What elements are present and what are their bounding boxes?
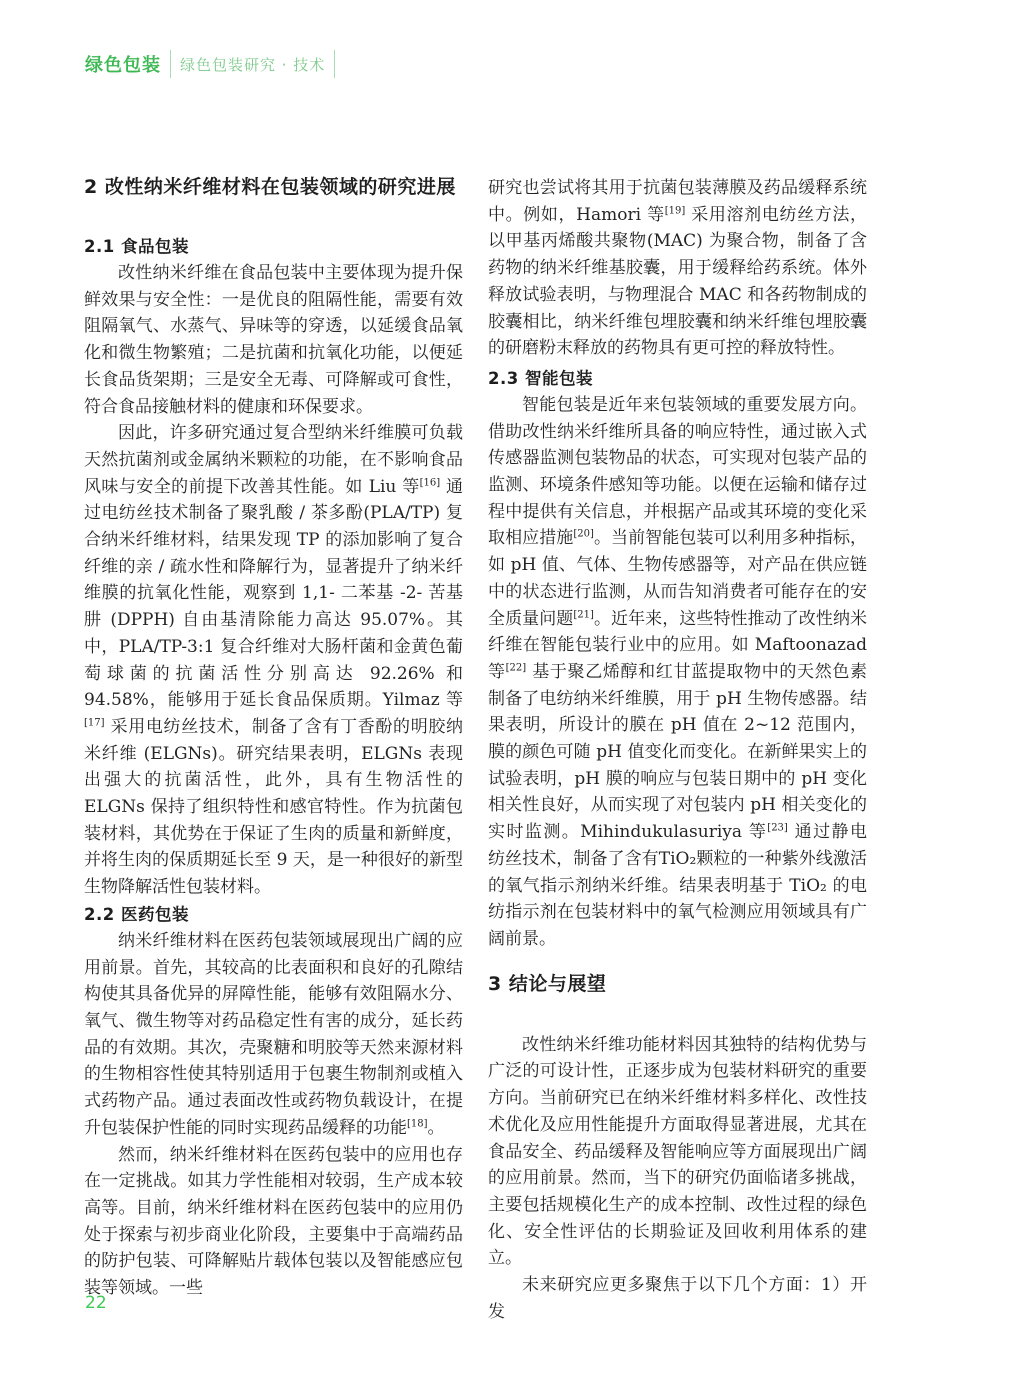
left-column — [84, 175, 463, 1302]
subsection-heading-food-packaging: 2.1 食品包装 — [84, 237, 189, 256]
paragraph-conclusion-2: 未来研究应更多聚焦于以下几个方面：1）开发 — [488, 1275, 867, 1322]
header-divider — [170, 50, 171, 78]
right-column — [488, 175, 867, 1325]
subsection-heading-medical-packaging: 2.2 医药包装 — [84, 904, 189, 924]
paragraph-conclusion-1: 改性纳米纤维功能材料因其独特的结构优势与广泛的可设计性，正逐步成为包装材料研究的重要方向。当前研究已在纳米纤维材料多样化、改性技术优化及应用性能提升方面取得显著进展，尤其在食品安全、药品缓释及智能响应等方面展现出广阔的应用前景。然而，当下的研究仍面临诸多挑战，主要包括规模化生产的成本控制、改性过程的绿色化、安全性评估的长期验证及回收利用体系的建立。 — [488, 1034, 867, 1269]
paragraph-smart: 智能包装是近年来包装领域的重要发展方向。借助改性纳米纤维所具备的响应特性，通过嵌入式传感器监测包装物品的状态，可实现对包装产品的监测、环境条件感知等功能。以便在运输和储存过程中提供有关信息，并根据产品或其环境的变化采取相应措施[20]。当前智能包装可以利用多种指标，如 pH 值、气体、生物传感器等，对产品在供应链中的状态进行监测，从而告知消费者可能存在的安全质量问题[21]。近年来，这些特性推动了改性纳米纤维在智能包装行业中的应用。如 Maftoonazad 等[22] 基于聚乙烯醇和红甘蓝提取物中的天然色素制备了电纺纳米纤维膜，用于 pH 生物传感器。结果表明，所设计的膜在 pH 值在 2~12 范围内，膜的颜色可随 pH 值变化而变化。在新鲜果实上的试验表明，pH 膜的响应与包装日期中的 pH 变化相关性良好，从而实现了对包装内 pH 相关变化的实时监测。Mihindukulasuriya 等[23] 通过静电纺丝技术，制备了含有TiO₂颗粒的一种紫外线激活的氧气指示剂纳米纤维。结果表明基于 TiO₂ 的电纺指示剂在包装材料中的氧气检测应用领域具有广阔前景。 — [488, 394, 868, 949]
paragraph-food-2: 因此，许多研究通过复合型纳米纤维膜可负载天然抗菌剂或金属纳米颗粒的功能，在不影响食品风味与安全的前提下改善其性能。如 Liu 等[16] 通过电纺丝技术制备了聚乳酸 / 茶多酚(PLA/TP) 复合纳米纤维材料，结果发现 TP 的添加影响了复合纤维的亲 / 疏水性和降解行为，显著提升了纳米纤维膜的抗氧化性能，观察到 1,1- 二苯基 -2- 苦基肼 (DPPH) 自由基清除能力高达 95.07%。其中，PLA/TP-3:1 复合纤维对大肠杆菌和金黄色葡萄球菌的抗菌活性分别高达 92.26% 和 94.58%，能够用于延长食品保质期。Yilmaz 等[17] 采用电纺丝技术，制备了含有丁香酚的明胶纳米纤维 (ELGNs)。研究结果表明，ELGNs 表现出强大的抗菌活性，此外，具有生物活性的 ELGNs 保持了组织特性和感官特性。作为抗菌包装材料，其优势在于保证了生肉的质量和新鲜度，并将生肉的保质期延长至 9 天，是一种很好的新型生物降解活性包装材料。 — [84, 423, 464, 898]
paragraph-medical-2: 然而，纳米纤维材料在医药包装中的应用也存在一定挑战。如其力学性能相对较弱，生产成本较高等。目前，纳米纤维材料在医药包装中的应用仍处于探索与初步商业化阶段，主要集中于高端药品的防护包装、可降解贴片载体包装以及智能感应包装等领域。一些 — [84, 1144, 463, 1299]
paragraph-food-1: 改性纳米纤维在食品包装中主要体现为提升保鲜效果与安全性：一是优良的阻隔性能，需要有效阻隔氧气、水蒸气、异味等的穿透，以延缓食品氧化和微生物繁殖；二是抗菌和抗氧化功能，以便延长食品货架期；三是安全无毒、可降解或可食性，符合食品接触材料的健康和环保要求。 — [84, 263, 463, 417]
subsection-heading-smart-packaging: 2.3 智能包装 — [488, 368, 593, 388]
journal-logo: 绿色包装 — [85, 55, 161, 76]
journal-section-title: 绿色包装研究 · 技术 — [180, 55, 326, 74]
paragraph-medical-1: 纳米纤维材料在医药包装领域展现出广阔的应用前景。首先，其较高的比表面积和良好的孔隙结构使其具备优异的屏障性能，能够有效阻隔水分、氧气、微生物等对药品稳定性有害的成分，延长药品的有效期。其次，壳聚糖和明胶等天然来源材料的生物相容性使其特别适用于包裹生物制剂或植入式药物产品。通过表面改性或药物负载设计，在提升包装保护性能的同时实现药品缓释的功能[18]。 — [84, 930, 463, 1138]
page-number: 22 — [85, 1293, 107, 1313]
header-divider — [334, 50, 335, 78]
section-heading-research-progress: 2 改性纳米纤维材料在包装领域的研究进展 — [84, 176, 456, 198]
section-heading-conclusion: 3 结论与展望 — [488, 972, 607, 995]
page-header — [85, 48, 344, 80]
paragraph-medical-continued: 研究也尝试将其用于抗菌包装薄膜及药品缓释系统中。例如，Hamori 等[19] 采用溶剂电纺丝方法，以甲基丙烯酸共聚物(MAC) 为聚合物，制备了含药物的纳米纤维基胶囊，用于缓释给药系统。体外释放试验表明，与物理混合 MAC 和各药物制成的胶囊相比，纳米纤维包埋胶囊和纳米纤维包埋胶囊的研磨粉末释放的药物具有更可控的释放特性。 — [488, 178, 867, 359]
